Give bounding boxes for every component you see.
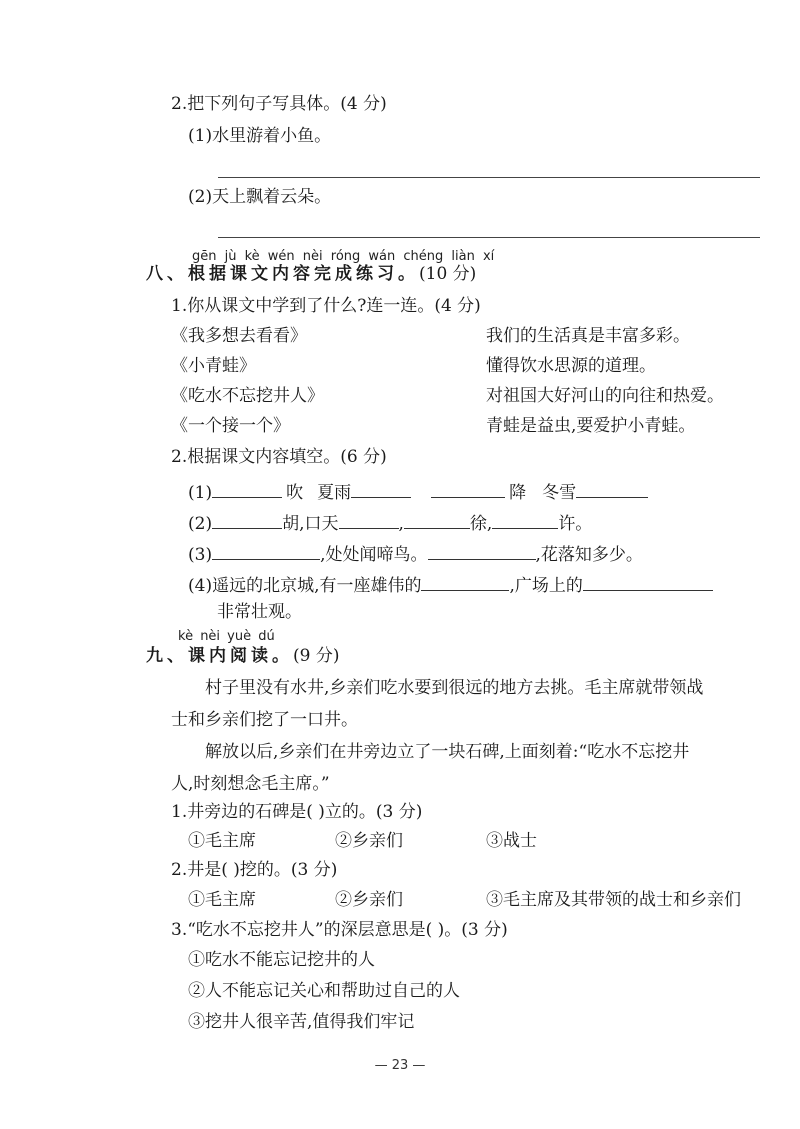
fill-text: (4)遥远的北京城,有一座雄伟的	[188, 576, 422, 596]
fill-text: ,广场上的	[509, 576, 583, 596]
option[interactable]: ②人不能忘记关心和帮助过自己的人	[188, 981, 460, 1001]
fill-text: 冬雪	[542, 483, 577, 503]
fill-num: (1)	[188, 483, 213, 503]
fill-line-4	[188, 574, 713, 595]
fill-blank[interactable]	[351, 481, 411, 498]
s9-q1-title: 1.井旁边的石碑是( )立的。(3 分)	[171, 802, 423, 822]
page-number: — 23 —	[374, 1058, 426, 1073]
fill-text: 降	[509, 483, 527, 503]
section9-score: (9 分)	[293, 646, 340, 666]
fill-text: 吹	[286, 483, 304, 503]
fill-text: 许。	[558, 514, 593, 534]
fill-blank[interactable]	[212, 543, 320, 560]
fill-line-1	[188, 481, 648, 502]
option[interactable]: ①毛主席	[188, 890, 256, 910]
fill-blank[interactable]	[492, 512, 558, 529]
fill-blank[interactable]	[431, 481, 505, 498]
answer-line-1[interactable]	[218, 177, 760, 178]
section9-heading	[146, 648, 339, 665]
passage-line: 村子里没有水井,乡亲们吃水要到很远的地方去挑。毛主席就带领战	[205, 678, 704, 698]
match-right-item: 青蛙是益虫,要爱护小青蛙。	[486, 416, 696, 436]
q2-item-1: (1)水里游着小鱼。	[188, 126, 332, 146]
fill-num: (3)	[188, 545, 213, 565]
answer-line-2[interactable]	[218, 237, 760, 238]
fill-blank[interactable]	[212, 481, 282, 498]
match-left-item: 《一个接一个》	[171, 416, 290, 436]
fill-blank[interactable]	[404, 512, 470, 529]
fill-text: ,	[398, 514, 404, 534]
fill-text: 徐,	[469, 514, 493, 534]
passage-line: 解放以后,乡亲们在井旁边立了一块石碑,上面刻着:“吃水不忘挖井	[205, 742, 690, 762]
section8-pinyin: gēn jù kè wén nèi róng wán chéng liàn xí	[192, 249, 495, 264]
section8-title: 八、根据课文内容完成练习。	[146, 264, 419, 284]
s9-q2-title: 2.井是( )挖的。(3 分)	[171, 860, 338, 880]
fill-text: ,处处闻啼鸟。	[320, 545, 428, 565]
fill-text: 夏雨	[317, 483, 352, 503]
passage-line: 士和乡亲们挖了一口井。	[171, 710, 358, 730]
s8-q2-title: 2.根据课文内容填空。(6 分)	[171, 447, 387, 467]
s8-q1-title: 1.你从课文中学到了什么?连一连。(4 分)	[171, 296, 481, 316]
fill-text: ,花落知多少。	[535, 545, 643, 565]
option[interactable]: ③毛主席及其带领的战士和乡亲们	[486, 890, 741, 910]
match-left-item: 《小青蛙》	[171, 356, 256, 376]
match-left-item: 《吃水不忘挖井人》	[171, 386, 324, 406]
match-right-item: 对祖国大好河山的向往和热爱。	[486, 386, 724, 406]
fill-line-2	[188, 512, 592, 533]
fill-blank[interactable]	[576, 481, 648, 498]
fill-blank[interactable]	[339, 512, 399, 529]
fill-line-3	[188, 543, 643, 564]
section9-pinyin: kè nèi yuè dú	[178, 629, 275, 644]
option[interactable]: ①吃水不能忘记挖井的人	[188, 950, 375, 970]
fill-blank[interactable]	[428, 543, 536, 560]
option[interactable]: ①毛主席	[188, 831, 256, 851]
section9-title: 九、课内阅读。	[146, 646, 293, 666]
section8-score: (10 分)	[419, 264, 477, 284]
match-right-item: 懂得饮水思源的道理。	[486, 356, 656, 376]
match-left-item: 《我多想去看看》	[171, 326, 307, 346]
q2-title: 2.把下列句子写具体。(4 分)	[171, 94, 387, 114]
q2-item-2: (2)天上飘着云朵。	[188, 187, 332, 207]
fill-num: (2)	[188, 514, 213, 534]
fill-blank[interactable]	[212, 512, 282, 529]
fill-line-4-cont: 非常壮观。	[217, 602, 302, 622]
section8-heading	[146, 266, 476, 283]
fill-blank[interactable]	[583, 574, 713, 591]
option[interactable]: ③挖井人很辛苦,值得我们牢记	[188, 1012, 415, 1032]
fill-blank[interactable]	[421, 574, 509, 591]
passage-line: 人,时刻想念毛主席。”	[171, 774, 330, 794]
fill-text: 胡,口天	[282, 514, 339, 534]
option[interactable]: ②乡亲们	[335, 890, 403, 910]
match-right-item: 我们的生活真是丰富多彩。	[486, 326, 690, 346]
option[interactable]: ③战士	[486, 831, 537, 851]
option[interactable]: ②乡亲们	[335, 831, 403, 851]
s9-q3-title: 3.“吃水不忘挖井人”的深层意思是( )。(3 分)	[171, 920, 508, 940]
